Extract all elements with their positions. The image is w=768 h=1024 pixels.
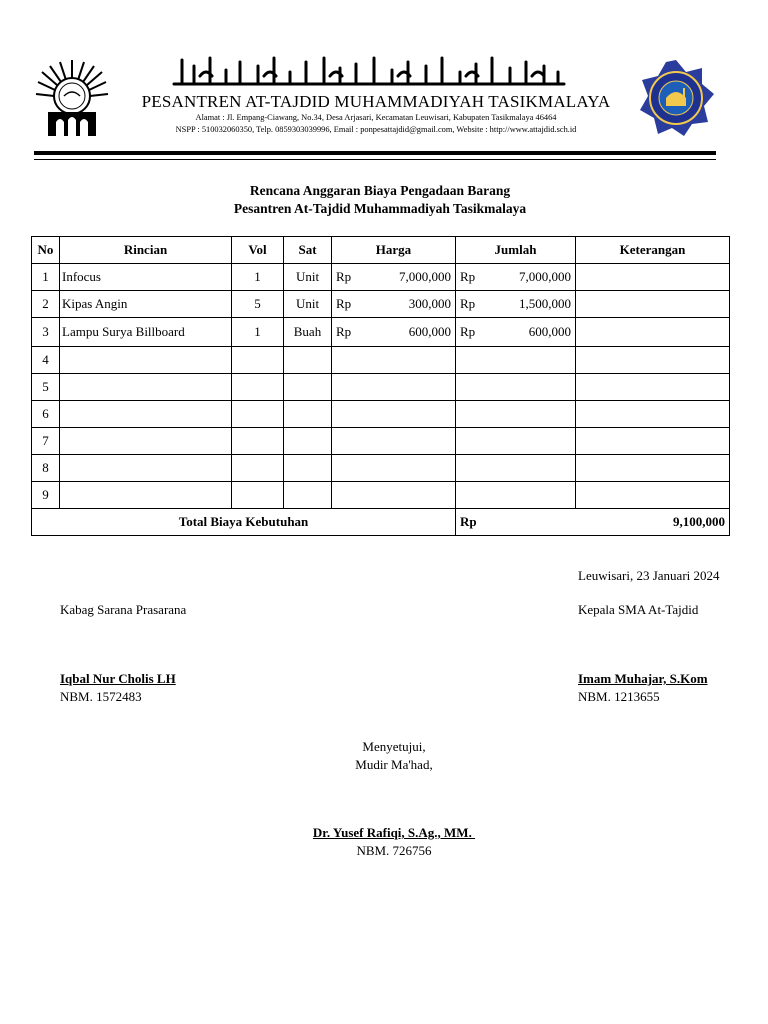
col-header-no: No [32,237,60,264]
cell-jumlah [456,374,576,401]
cell-keterangan [576,428,730,455]
cell-no: 3 [32,318,60,347]
total-label: Total Biaya Kebutuhan [32,509,456,536]
harga-currency: Rp [336,269,352,284]
table-row [32,428,730,455]
cell-keterangan [576,455,730,482]
harga-value: 300,000 [408,296,451,311]
cell-harga [332,374,456,401]
col-header-vol: Vol [232,237,284,264]
cell-vol: 1 [232,264,284,291]
place-date: Leuwisari, 23 Januari 2024 [578,568,720,583]
cell-keterangan [576,374,730,401]
table-row [32,374,730,401]
cell-jumlah [456,428,576,455]
left-signer-nbm: NBM. 1572483 [60,689,142,704]
cell-sat [284,374,332,401]
cell-harga [332,318,456,347]
cell-vol: 5 [232,291,284,318]
jumlah-currency: Rp [460,269,476,284]
cell-vol [232,482,284,509]
approver-role: Mudir Ma'had, [355,757,433,772]
cell-no: 9 [32,482,60,509]
cell-rincian [60,482,232,509]
cell-no: 8 [32,455,60,482]
cell-harga [332,291,456,318]
school-contact: NSPP : 510032060350, Telp. 0859303039996, Email : ponpesattajdid@gmail.com, Website : http://www.attajdid.sch.id [175,125,577,134]
cell-no: 4 [32,347,60,374]
total-value: 9,100,000 [673,514,725,529]
cell-rincian: Infocus [60,264,232,291]
harga-currency: Rp [336,296,352,311]
muhammadiyah-logo [34,58,110,138]
col-header-keterangan: Keterangan [576,237,730,264]
cell-rincian: Kipas Angin [60,291,232,318]
cell-keterangan [576,291,730,318]
approver-nbm: NBM. 726756 [356,843,432,858]
cell-sat [284,455,332,482]
cell-harga [332,455,456,482]
cell-sat: Unit [284,291,332,318]
left-signer-role: Kabag Sarana Prasarana [60,602,187,617]
cell-vol [232,455,284,482]
attajdid-logo [636,58,716,138]
cell-jumlah [456,264,576,291]
cell-no: 1 [32,264,60,291]
cell-jumlah [456,401,576,428]
cell-harga [332,482,456,509]
table-row [32,264,730,291]
cell-jumlah [456,318,576,347]
total-cell [456,509,730,536]
col-header-harga: Harga [332,237,456,264]
cell-jumlah [456,347,576,374]
school-name: PESANTREN AT-TAJDID MUHAMMADIYAH TASIKMALAYA [141,92,611,111]
cell-sat [284,347,332,374]
cell-no: 5 [32,374,60,401]
arabic-calligraphy-name [170,54,568,88]
left-signer-name: Iqbal Nur Cholis LH [60,671,176,686]
cell-sat [284,482,332,509]
cell-jumlah [456,291,576,318]
cell-rincian [60,428,232,455]
cell-jumlah [456,455,576,482]
harga-value: 7,000,000 [399,269,451,284]
table-row [32,482,730,509]
total-currency: Rp [460,514,477,529]
cell-vol [232,428,284,455]
col-header-jumlah: Jumlah [456,237,576,264]
cell-jumlah [456,482,576,509]
table-row [32,291,730,318]
approver-name: Dr. Yusef Rafiqi, S.Ag., MM. [312,825,476,840]
cell-rincian [60,455,232,482]
cell-keterangan [576,401,730,428]
cell-vol [232,374,284,401]
cell-sat: Unit [284,264,332,291]
cell-vol [232,401,284,428]
right-signer-role: Kepala SMA At-Tajdid [578,602,699,617]
cell-vol [232,347,284,374]
cell-rincian: Lampu Surya Billboard [60,318,232,347]
col-header-rincian: Rincian [60,237,232,264]
cell-no: 6 [32,401,60,428]
table-row [32,318,730,347]
cell-keterangan [576,482,730,509]
table-header-row [32,237,730,264]
cell-harga [332,347,456,374]
approval-label: Menyetujui, [362,739,426,754]
header-rule-thin [34,159,716,160]
right-signer-nbm: NBM. 1213655 [578,689,660,704]
jumlah-value: 600,000 [528,324,571,339]
cell-keterangan [576,318,730,347]
harga-currency: Rp [336,324,352,339]
budget-table [31,236,730,536]
cell-keterangan [576,347,730,374]
jumlah-currency: Rp [460,296,476,311]
document-subtitle: Pesantren At-Tajdid Muhammadiyah Tasikmalaya [233,201,527,216]
cell-rincian [60,347,232,374]
cell-sat: Buah [284,318,332,347]
table-row [32,401,730,428]
cell-keterangan [576,264,730,291]
jumlah-currency: Rp [460,324,476,339]
cell-sat [284,401,332,428]
cell-harga [332,401,456,428]
harga-value: 600,000 [408,324,451,339]
col-header-sat: Sat [284,237,332,264]
jumlah-value: 1,500,000 [519,296,571,311]
table-row [32,347,730,374]
cell-rincian [60,401,232,428]
school-address: Alamat : Jl. Empang-Ciawang, No.34, Desa Arjasari, Kecamatan Leuwisari, Kabupaten Tasikmalaya 46464 [195,113,557,122]
cell-vol: 1 [232,318,284,347]
total-row [32,509,730,536]
document-title: Rencana Anggaran Biaya Pengadaan Barang [249,183,511,198]
jumlah-value: 7,000,000 [519,269,571,284]
cell-harga [332,428,456,455]
cell-no: 2 [32,291,60,318]
table-row [32,455,730,482]
right-signer-name: Imam Muhajar, S.Kom [578,671,708,686]
approver-name-wrap [244,825,544,841]
header-rule-thick [34,151,716,155]
cell-rincian [60,374,232,401]
cell-sat [284,428,332,455]
cell-harga [332,264,456,291]
cell-no: 7 [32,428,60,455]
